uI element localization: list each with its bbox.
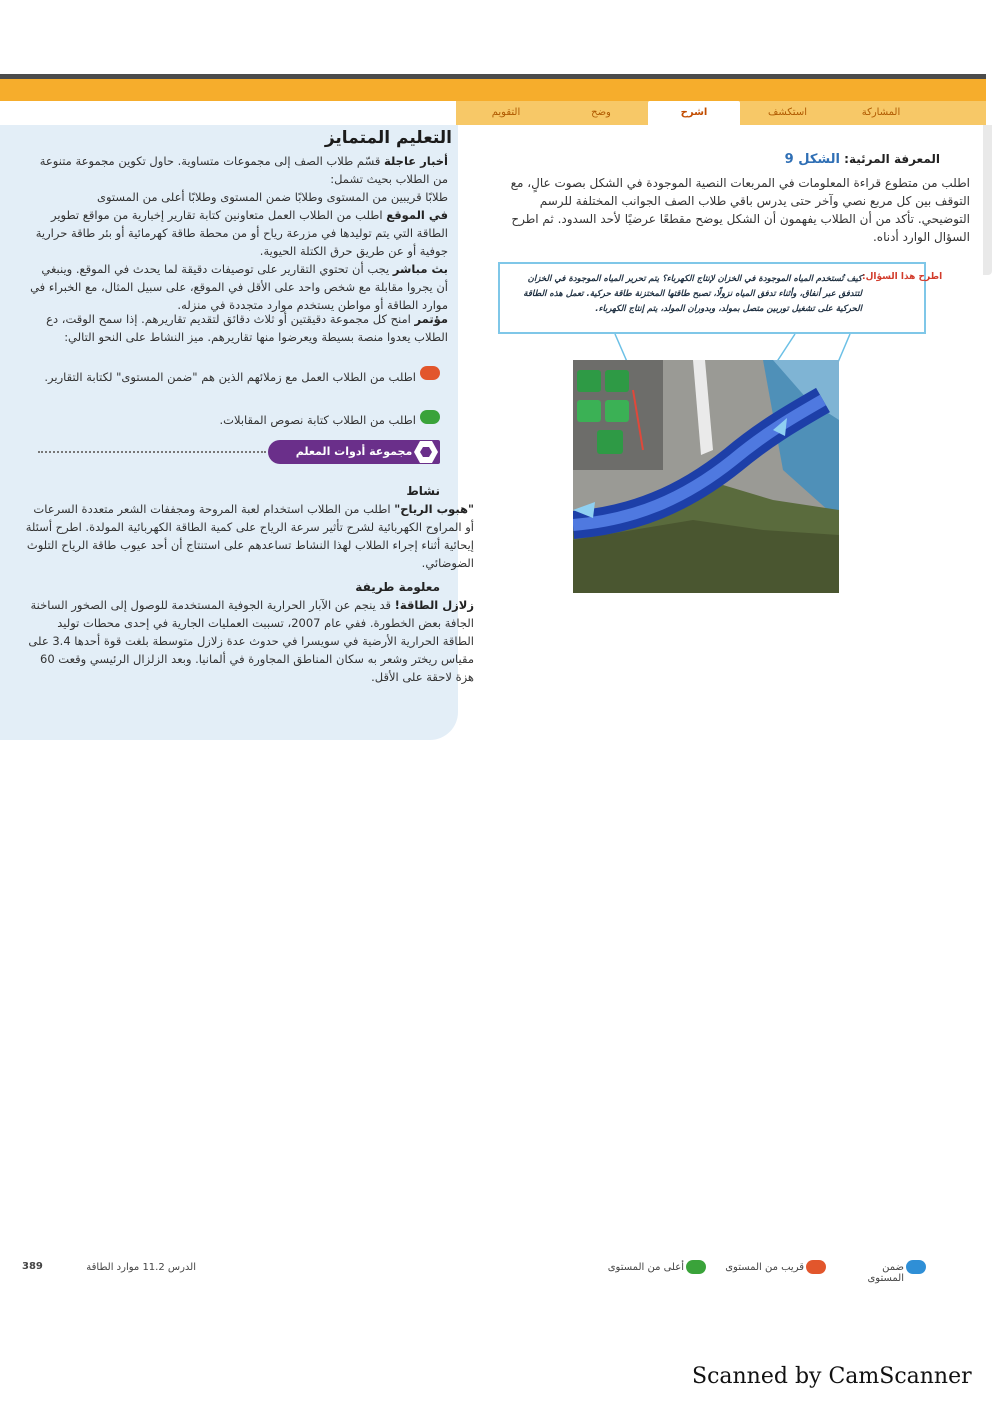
dam-cross-section <box>573 360 839 593</box>
funfact-heading: معلومة طريفة <box>355 580 440 594</box>
above-level-text: اطلب من الطلاب كتابة نصوص المقابلات. <box>219 413 416 427</box>
visual-literacy-text: اطلب من متطوع قراءة المعلومات في المربعات النصية الموجودة في الشكل بصوت عالٍ، مع التوقف بين كل مربع نصي وآخر حتى يدرس باقي طلاب الصف الجوانب المختلفة للرسم التوضيحي. تأكد من أن الطلاب يفهمون أن الشكل يوضح مقطعًا عرضيًا لأحد السدود. ثم اطرح السؤال الوارد أدناه. <box>510 176 970 244</box>
live-text: يجب أن تحتوي التقارير على توصيفات دقيقة لما يحدث في الموقع. وينبغي أن يجروا مقابلة مع شخص واحد على الأقل في الموقع، على سبيل المثال، مع الخبراء في موارد الطاقة أو مواطن يستخدم موارد متجددة في منزله. <box>30 262 448 312</box>
activity-paragraph <box>24 500 474 572</box>
funfact-label: زلازل الطاقة! <box>394 598 474 612</box>
figure-reference[interactable]: الشكل 9 <box>784 152 840 167</box>
below-level-badge <box>420 366 440 380</box>
legend-approaching-level: قريب من المستوى <box>725 1262 804 1273</box>
conference-text: امنح كل مجموعة دقيقتين أو ثلاث دقائق لتقديم تقاريرهم. إذا سمح الوقت، دع الطلاب يعدوا منصة بسيطة ويعرضوا منها تقاريرهم. ميز النشاط على النحو التالي: <box>46 312 448 344</box>
intro-paragraph <box>38 152 448 188</box>
intro-text: قسّم طلاب الصف إلى مجموعات متساوية. حاول تكوين مجموعة متنوعة من الطلاب بحيث تشمل: <box>39 154 448 186</box>
activity-text: اطلب من الطلاب استخدام لعبة المروحة ومجففات الشعر متعددة السرعات أو المراوح الكهربائية لشرح تأثير سرعة الرياح على كمية الطاقة الكهربائية المولدة. اطرح أسئلة إيحائية أثناء إجراء الطلاب لهذا النشاط تساعدهم على استنتاج أن أحد عيوب طاقة الرياح التلوث الضوضائي. <box>25 502 474 570</box>
tab-elaborate[interactable]: وضح <box>591 107 611 118</box>
tab-explain[interactable]: اشرح <box>648 101 740 125</box>
differentiated-heading: التعليم المتمايز <box>324 128 452 148</box>
legend-above-level: أعلى من المستوى <box>607 1262 684 1273</box>
lesson-footer: الدرس 11.2 موارد الطاقة <box>86 1262 196 1273</box>
header-band <box>0 79 986 101</box>
funfact-paragraph <box>24 596 474 686</box>
above-level-badge <box>420 410 440 424</box>
live-label: بث مباشر <box>392 262 448 276</box>
conference-label: مؤتمر <box>414 312 448 326</box>
dam-illustration <box>573 360 839 593</box>
live-paragraph <box>30 260 448 314</box>
turbine-housing <box>597 430 623 454</box>
activity-label: "هبوب الرياح" <box>394 502 474 516</box>
question-label: اطرح هذا السؤال: <box>862 272 943 282</box>
legend-badge-on <box>906 1260 926 1274</box>
legend-badge-above <box>686 1260 706 1274</box>
onsite-label: في الموقع <box>386 208 448 222</box>
generator-3 <box>577 400 601 422</box>
turbine <box>605 400 629 422</box>
activity-heading: نشاط <box>406 484 440 498</box>
tab-explore[interactable]: استكشف <box>768 107 807 118</box>
question-text: كيف تُستخدم المياه الموجودة في الخزان لإنتاج الكهرباء؟ يتم تحرير المياه الموجودة في الخزان لتتدفق عبر أنفاق، وأثناء تدفق المياه نزولًا، تصبح طاقتها المختزنة طاقة حركية. تعمل هذه الطاقة الحركية على تشغيل توربين متصل بمولد، وبدوران المولد، يتم إنتاج الكهرباء. <box>523 274 862 314</box>
below-level-text: اطلب من الطلاب العمل مع زملائهم الذين هم "ضمن المستوى" لكتابة التقارير. <box>44 370 416 384</box>
tab-engage[interactable]: المشاركة <box>861 107 901 118</box>
scanner-watermark: Scanned by CamScanner <box>692 1364 972 1389</box>
toolkit-divider <box>38 451 266 453</box>
onsite-text: اطلب من الطلاب العمل متعاونين كتابة تقارير إخبارية من مواقع تطوير الطاقة التي يتم توليدها في مزرعة رياح أو من محطة طاقة كهرمائية أو بئر طاقة حرارية جوفية أو عن طريق حرق الكتلة الحيوية. <box>35 208 448 258</box>
legend-badge-approaching <box>806 1260 826 1274</box>
intro-label: أخبار عاجلة <box>384 154 448 168</box>
tab-evaluate[interactable]: التقويم <box>491 107 521 118</box>
levels-line: طلابًا قريبين من المستوى وطلابًا ضمن المستوى وطلابًا أعلى من المستوى <box>96 190 448 204</box>
visual-literacy-label: المعرفة المرئية: <box>844 152 940 166</box>
conference-paragraph <box>30 310 448 346</box>
legend-on-level: ضمن المستوى <box>867 1262 904 1284</box>
teacher-toolkit-label: مجموعة أدوات المعلم <box>295 445 413 458</box>
onsite-paragraph <box>30 206 448 260</box>
generator-1 <box>577 370 601 392</box>
funfact-text: قد ينجم عن الآبار الحرارية الجوفية المستخدمة للوصول إلى الصخور الساخنة الجافة بعض الخطورة. ففي عام 2007، تسببت العمليات الجارية في إحدى محطات توليد الطاقة الحرارية الأرضية في سويسرا في حدوث عدة زلازل متوسطة بلغت قوة أحدها 3.4 على مقياس ريختر وشعر به سكان المناطق المجاورة في ألمانيا. وبعد الزلزال الرئيسي وقعت 60 هزة لاحقة على الأقل. <box>28 598 474 684</box>
page-number: 389 <box>22 1261 43 1272</box>
page-edge <box>983 125 992 275</box>
generator-2 <box>605 370 629 392</box>
visual-literacy-heading <box>600 152 940 167</box>
